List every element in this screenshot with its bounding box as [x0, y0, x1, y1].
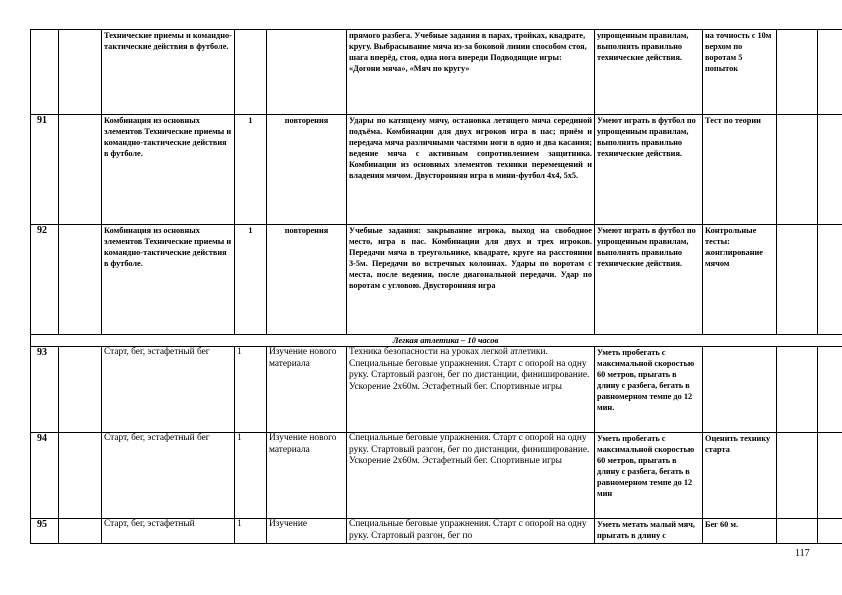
empty-cell — [59, 115, 102, 225]
lesson-date-fact — [818, 433, 842, 519]
lesson-content: Учебные задания: закрывание игрока, выход на свободное место, игра в пас. Комбинации для двух и трех игроков. Передачи мяча в треугольнике, квадрате, круге на расстоянии 3-5м. Передачи во встречных колоннах. Удары по воротам с места, после ведения, после диагональной передачи. Удар по воротам с угловою. Двусторонняя игра — [347, 225, 595, 335]
lesson-content: Удары по катящему мячу, остановка летящего мяча серединой подъёма. Комбинации для двух игроков игра в пас; приём и передача мяча различными частями ноги в одно и два касания; ведение мяча с активным сопротивлением защитника. Комбинации из основных элементов техники перемещений и владения мячом. Двусторонняя игра в мини-футбол 4х4, 5х5. — [347, 115, 595, 225]
lesson-result: Уметь пробегать с максимальной скоростью 60 метров, прыгать в длину с разбега, бегать в равномерном темпе до 12 мин — [595, 433, 703, 519]
lesson-control: Контрольные тесты: жонглирование мячом — [703, 225, 777, 335]
lesson-control — [703, 347, 777, 433]
table-row — [31, 115, 842, 225]
lesson-result: Умеют играть в футбол по упрощенным правилам, выполнять правильно технические действия. — [595, 115, 703, 225]
lesson-control: на точность с 10м верхом по воротам 5 попыток — [703, 30, 777, 115]
lesson-date-plan — [777, 225, 818, 335]
lesson-date-fact — [818, 30, 842, 115]
lesson-control: Оценить технику старта — [703, 433, 777, 519]
lesson-date-plan — [777, 30, 818, 115]
lesson-number: 91 — [31, 115, 59, 225]
lesson-content: Техника безопасности на уроках легкой атлетики. Специальные беговые упражнения. Старт с опорой на одну руку. Стартовый разгон, бег по дистанции, финиширование. Ускорение 2х60м. Эстафетный бег. Спортивные игры — [347, 347, 595, 433]
lesson-result: упрощенным правилам, выполнять правильно технические действия. — [595, 30, 703, 115]
section-title: Легкая атлетика – 10 часов — [31, 335, 842, 347]
lesson-type — [267, 30, 347, 115]
lesson-topic: Технические приемы и командно-тактические действия в футболе. — [102, 30, 235, 115]
lesson-date-plan — [777, 347, 818, 433]
lesson-result: Умеют играть в футбол по упрощенным правилам, выполнять правильно технические действия. — [595, 225, 703, 335]
table-row — [31, 433, 842, 519]
lesson-topic: Комбинация из основных элементов Технические приемы и командно-тактические действия в футболе. — [102, 225, 235, 335]
lesson-date-plan — [777, 433, 818, 519]
lesson-date-fact — [818, 347, 842, 433]
lesson-date-plan — [777, 115, 818, 225]
lesson-date-fact — [818, 519, 842, 544]
empty-cell — [59, 433, 102, 519]
empty-cell — [59, 30, 102, 115]
section-header-row — [31, 335, 842, 347]
lesson-number: 93 — [31, 347, 59, 433]
lesson-topic: Комбинация из основных элементов Технические приемы и командно-тактические действия в футболе. — [102, 115, 235, 225]
lesson-hours: 1 — [235, 347, 267, 433]
lesson-hours: 1 — [235, 225, 267, 335]
lesson-number: 92 — [31, 225, 59, 335]
table-row — [31, 225, 842, 335]
lesson-date-plan — [777, 519, 818, 544]
page-number: 117 — [795, 548, 810, 559]
lesson-number: 95 — [31, 519, 59, 544]
table-row — [31, 30, 842, 115]
lesson-hours: 1 — [235, 519, 267, 544]
empty-cell — [59, 347, 102, 433]
lesson-date-fact — [818, 225, 842, 335]
lesson-type: Изучение нового материала — [267, 347, 347, 433]
lesson-type: повторения — [267, 115, 347, 225]
lesson-number — [31, 30, 59, 115]
lesson-control: Тест по теории — [703, 115, 777, 225]
lesson-number: 94 — [31, 433, 59, 519]
lesson-topic: Старт, бег, эстафетный бег — [102, 347, 235, 433]
table-row — [31, 347, 842, 433]
lesson-type: Изучение — [267, 519, 347, 544]
lesson-control: Бег 60 м. — [703, 519, 777, 544]
lesson-topic: Старт, бег, эстафетный бег — [102, 433, 235, 519]
lesson-content: Специальные беговые упражнения. Старт с опорой на одну руку. Стартовый разгон, бег по — [347, 519, 595, 544]
lesson-content: прямого разбега. Учебные задания в парах, тройках, квадрате, кругу. Выбрасывание мяча из-за боковой линии способом стоя, шага вперёд, стоя, одна нога впереди Подводящие игры: «Догони мяча», «Мяч по кругу» — [347, 30, 595, 115]
lesson-hours: 1 — [235, 115, 267, 225]
lesson-type: Изучение нового материала — [267, 433, 347, 519]
lesson-content: Специальные беговые упражнения. Старт с опорой на одну руку. Стартовый разгон, бег по дистанции, финиширование. Ускорение 2х60м. Эстафетный бег. Спортивные игры — [347, 433, 595, 519]
empty-cell — [59, 225, 102, 335]
lesson-date-fact — [818, 115, 842, 225]
table-row — [31, 519, 842, 544]
lesson-plan-table — [30, 29, 842, 544]
empty-cell — [59, 519, 102, 544]
lesson-result: Уметь метать малый мяч, прыгать в длину с — [595, 519, 703, 544]
lesson-hours: 1 — [235, 433, 267, 519]
lesson-type: повторения — [267, 225, 347, 335]
lesson-hours — [235, 30, 267, 115]
lesson-result: Уметь пробегать с максимальной скоростью 60 метров, прыгать в длину с разбега, бегать в равномерном темпе до 12 мин. — [595, 347, 703, 433]
lesson-topic: Старт, бег, эстафетный — [102, 519, 235, 544]
